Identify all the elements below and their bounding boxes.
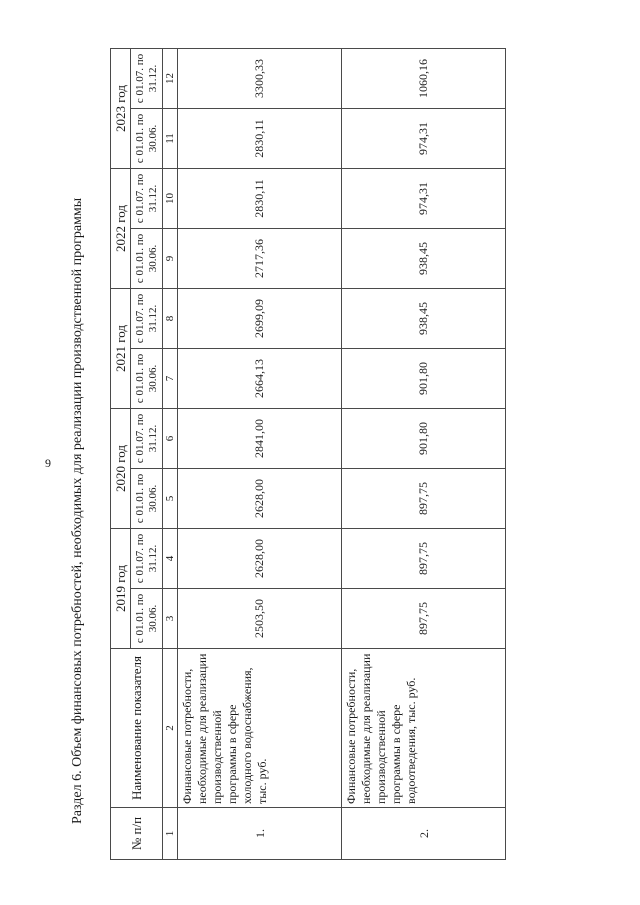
period-header: с 01.07. по 31.12. [131, 289, 163, 349]
period-header: с 01.01. по 30.06. [131, 229, 163, 289]
column-number: 6 [163, 409, 178, 469]
period-header: с 01.01. по 30.06. [131, 349, 163, 409]
period-header: с 01.01. по 30.06. [131, 469, 163, 529]
year-header: 2019 год [111, 529, 131, 649]
financial-needs-table [110, 48, 506, 860]
page-number: 9 [45, 456, 51, 470]
value-cell: 897,75 [342, 469, 506, 529]
column-number: 4 [163, 529, 178, 589]
value-cell: 974,31 [342, 109, 506, 169]
column-number: 9 [163, 229, 178, 289]
year-header: 2021 год [111, 289, 131, 409]
column-number: 3 [163, 589, 178, 649]
value-cell: 2664,13 [178, 349, 342, 409]
value-cell: 897,75 [342, 529, 506, 589]
column-number: 11 [163, 109, 178, 169]
value-cell: 938,45 [342, 289, 506, 349]
value-cell: 2841,00 [178, 409, 342, 469]
column-number-row [163, 49, 178, 860]
value-cell: 901,80 [342, 349, 506, 409]
period-header: с 01.01. по 30.06. [131, 589, 163, 649]
period-header: с 01.07. по 31.12. [131, 49, 163, 109]
value-cell: 2628,00 [178, 469, 342, 529]
column-header-name: Наименование показателя [111, 649, 163, 808]
value-cell: 974,31 [342, 169, 506, 229]
period-header: с 01.07. по 31.12. [131, 529, 163, 589]
column-number: 8 [163, 289, 178, 349]
value-cell: 2628,00 [178, 529, 342, 589]
column-number: 10 [163, 169, 178, 229]
column-header-number: № п/п [111, 808, 163, 860]
value-cell: 938,45 [342, 229, 506, 289]
value-cell: 3300,33 [178, 49, 342, 109]
row-number: 2. [342, 808, 506, 860]
column-number: 1 [163, 808, 178, 860]
table-row [178, 49, 342, 860]
indicator-name: Финансовые потребности, необходимые для реализации производственной программы в сфере водоотведения, тыс. руб. [342, 649, 506, 808]
value-cell: 2699,09 [178, 289, 342, 349]
value-cell: 2830,11 [178, 169, 342, 229]
value-cell: 2830,11 [178, 109, 342, 169]
table-row [342, 49, 506, 860]
period-header: с 01.01. по 30.06. [131, 109, 163, 169]
section-title: Раздел 6. Объем финансовых потребностей, необходимых для реализации производственной программы [70, 197, 85, 824]
financial-needs-table-wrap [110, 48, 506, 860]
column-number: 7 [163, 349, 178, 409]
year-header: 2020 год [111, 409, 131, 529]
year-header: 2023 год [111, 49, 131, 169]
column-number: 5 [163, 469, 178, 529]
value-cell: 901,80 [342, 409, 506, 469]
indicator-name: Финансовые потребности, необходимые для реализации производственной программы в сфере холодного водоснабжения, тыс. руб. [178, 649, 342, 808]
value-cell: 1060,16 [342, 49, 506, 109]
row-number: 1. [178, 808, 342, 860]
column-number: 2 [163, 649, 178, 808]
value-cell: 2503,50 [178, 589, 342, 649]
period-header: с 01.07. по 31.12. [131, 409, 163, 469]
value-cell: 897,75 [342, 589, 506, 649]
period-header: с 01.07. по 31.12. [131, 169, 163, 229]
value-cell: 2717,36 [178, 229, 342, 289]
column-number: 12 [163, 49, 178, 109]
year-header: 2022 год [111, 169, 131, 289]
